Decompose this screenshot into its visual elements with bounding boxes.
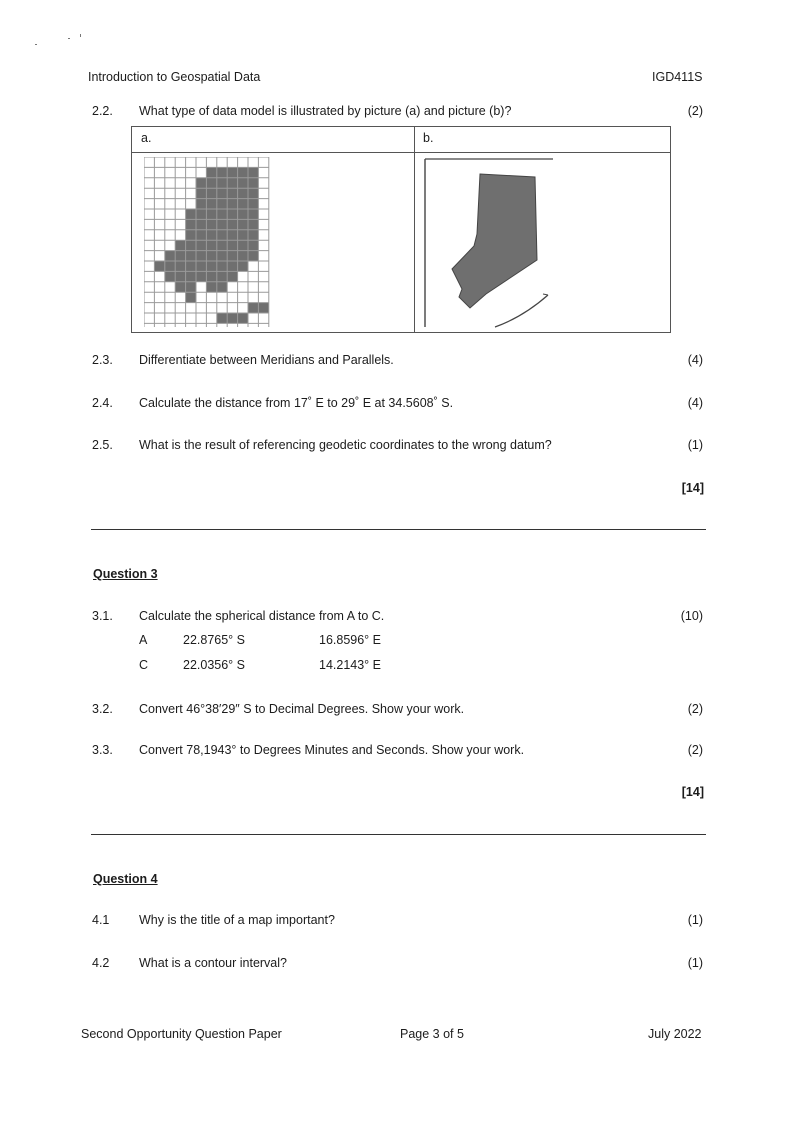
raster-cell (248, 188, 258, 198)
raster-cell (248, 303, 258, 313)
section-divider (91, 834, 706, 835)
figure-label-b: b. (423, 131, 434, 145)
question-text: Why is the title of a map important? (139, 913, 335, 927)
raster-cell (238, 251, 248, 261)
section-total: [14] (681, 481, 704, 495)
question-number: 4.1 (92, 913, 110, 927)
course-title: Introduction to Geospatial Data (88, 70, 261, 84)
raster-cell (248, 251, 258, 261)
raster-cell (206, 209, 216, 219)
raster-cell (165, 261, 175, 271)
point-longitude: 14.2143° E (319, 658, 381, 672)
raster-cell (217, 251, 227, 261)
raster-cell (248, 240, 258, 250)
raster-cell (206, 271, 216, 281)
raster-cell (248, 199, 258, 209)
raster-cell (196, 219, 206, 229)
raster-cell (206, 178, 216, 188)
raster-cell (217, 271, 227, 281)
question-text: Convert 46°38′29″ S to Decimal Degrees. Show your work. (139, 702, 465, 716)
raster-cell (206, 261, 216, 271)
raster-cell (196, 188, 206, 198)
raster-cell (154, 261, 164, 271)
raster-cell (186, 282, 196, 292)
raster-cell (227, 313, 237, 323)
raster-cell (206, 282, 216, 292)
vector-polygon-image (423, 157, 563, 329)
raster-cell (186, 230, 196, 240)
question-text: Calculate the spherical distance from A to C. (139, 609, 385, 623)
raster-cell (238, 188, 248, 198)
raster-cell (248, 178, 258, 188)
data-model-figure-table (131, 126, 671, 333)
question-marks: (1) (687, 956, 703, 970)
raster-cell (175, 240, 185, 250)
question-number: 3.2. (92, 702, 113, 716)
raster-cell (217, 240, 227, 250)
raster-cell (227, 261, 237, 271)
question-text: Convert 78,1943° to Degrees Minutes and Seconds. Show your work. (139, 743, 525, 757)
scan-speck (80, 34, 81, 37)
course-code: IGD411S (652, 70, 703, 84)
raster-cell (196, 261, 206, 271)
raster-cell (227, 209, 237, 219)
question-number: 4.2 (92, 956, 110, 970)
raster-cell (206, 199, 216, 209)
raster-cell (165, 251, 175, 261)
figure-label-a: a. (141, 131, 152, 145)
raster-cell (217, 219, 227, 229)
raster-cell (217, 209, 227, 219)
question-heading: Question 4 (93, 872, 158, 886)
question-number: 3.3. (92, 743, 113, 757)
point-longitude: 16.8596° E (319, 633, 381, 647)
raster-cell (196, 178, 206, 188)
question-marks: (2) (687, 743, 703, 757)
raster-cell (196, 230, 206, 240)
raster-cell (217, 313, 227, 323)
raster-cell (227, 240, 237, 250)
raster-cell (238, 167, 248, 177)
section-total: [14] (681, 785, 704, 799)
raster-cell (196, 199, 206, 209)
raster-cell (227, 199, 237, 209)
raster-cell (206, 167, 216, 177)
question-text: Calculate the distance from 17˚ E to 29˚ E at 34.5608˚ S. (139, 396, 454, 410)
raster-cell (248, 167, 258, 177)
question-text: Differentiate between Meridians and Parallels. (139, 353, 394, 367)
scan-speck (68, 38, 70, 39)
raster-cell (206, 251, 216, 261)
raster-cell (227, 230, 237, 240)
footer-paper-name: Second Opportunity Question Paper (81, 1027, 282, 1041)
raster-cell (206, 240, 216, 250)
question-marks: (4) (687, 353, 703, 367)
question-marks: (1) (687, 913, 703, 927)
raster-cell (217, 199, 227, 209)
raster-cell (196, 251, 206, 261)
question-text: What is a contour interval? (139, 956, 287, 970)
section-divider (91, 529, 706, 530)
raster-cell (217, 178, 227, 188)
question-number: 2.4. (92, 396, 113, 410)
footer-page-number: Page 3 of 5 (400, 1027, 464, 1041)
footer-date: July 2022 (648, 1027, 702, 1041)
raster-cell (217, 261, 227, 271)
raster-cell (186, 240, 196, 250)
raster-cell (227, 271, 237, 281)
question-number: 2.5. (92, 438, 113, 452)
raster-cell (258, 303, 268, 313)
question-marks: (10) (680, 609, 703, 623)
question-marks: (2) (687, 702, 703, 716)
raster-cell (238, 240, 248, 250)
raster-cell (217, 282, 227, 292)
raster-cell (248, 230, 258, 240)
raster-cell (196, 271, 206, 281)
question-marks: (1) (687, 438, 703, 452)
question-number: 2.2. (92, 104, 113, 118)
point-latitude: 22.8765° S (183, 633, 245, 647)
raster-cell (217, 230, 227, 240)
raster-cell (248, 209, 258, 219)
raster-cell (217, 188, 227, 198)
question-number: 3.1. (92, 609, 113, 623)
raster-cell (186, 292, 196, 302)
raster-cell (175, 271, 185, 281)
question-marks: (2) (687, 104, 703, 118)
scan-speck (35, 44, 37, 45)
raster-cell (175, 251, 185, 261)
question-heading: Question 3 (93, 567, 158, 581)
question-text: What is the result of referencing geodetic coordinates to the wrong datum? (139, 438, 552, 452)
raster-cell (206, 230, 216, 240)
raster-cell (186, 219, 196, 229)
raster-cell (175, 282, 185, 292)
raster-cell (238, 209, 248, 219)
raster-cell (227, 167, 237, 177)
raster-cell (186, 209, 196, 219)
point-name: C (139, 658, 149, 672)
raster-cell (186, 261, 196, 271)
raster-cell (238, 313, 248, 323)
raster-cell (186, 271, 196, 281)
raster-cell (238, 219, 248, 229)
raster-cell (206, 219, 216, 229)
raster-grid-image (144, 157, 270, 327)
raster-cell (238, 178, 248, 188)
question-number: 2.3. (92, 353, 113, 367)
point-name: A (139, 633, 148, 647)
raster-cell (217, 167, 227, 177)
raster-cell (248, 219, 258, 229)
raster-cell (227, 188, 237, 198)
point-latitude: 22.0356° S (183, 658, 245, 672)
raster-cell (238, 261, 248, 271)
raster-cell (186, 251, 196, 261)
raster-cell (196, 240, 206, 250)
raster-cell (175, 261, 185, 271)
raster-cell (196, 209, 206, 219)
raster-cell (238, 230, 248, 240)
question-marks: (4) (687, 396, 703, 410)
raster-cell (227, 178, 237, 188)
raster-cell (206, 188, 216, 198)
raster-cell (227, 219, 237, 229)
raster-cell (227, 251, 237, 261)
question-text: What type of data model is illustrated by picture (a) and picture (b)? (139, 104, 512, 118)
raster-cell (238, 199, 248, 209)
raster-cell (165, 271, 175, 281)
